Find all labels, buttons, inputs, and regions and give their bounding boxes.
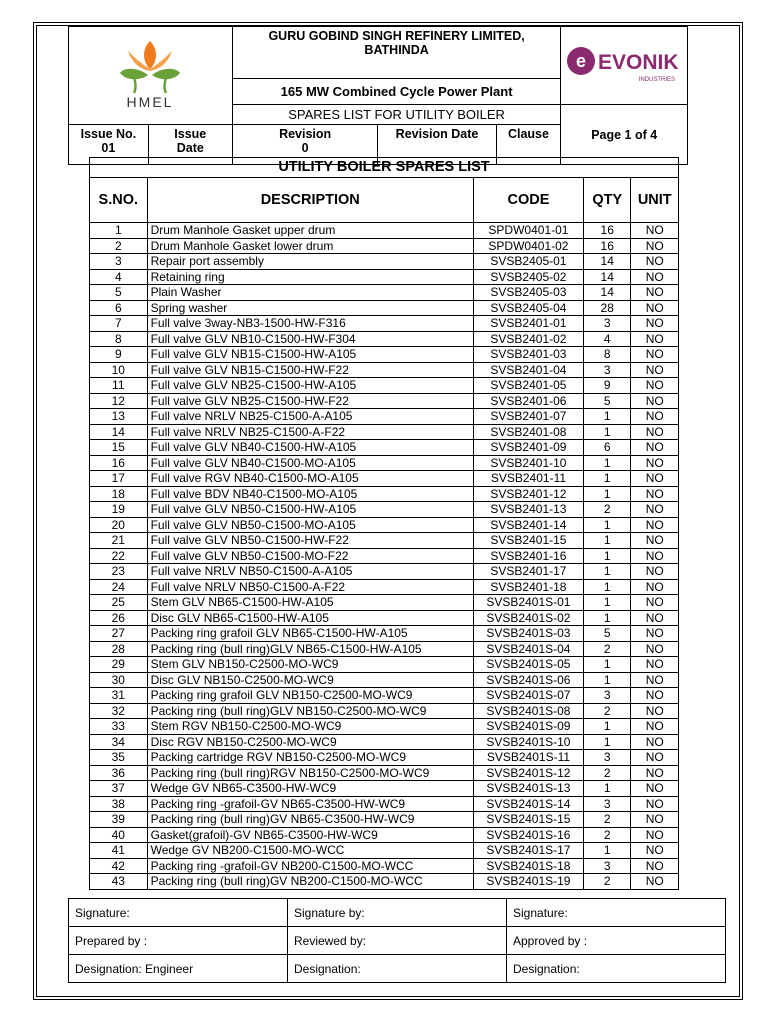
row-unit: NO: [631, 564, 679, 580]
row-unit: NO: [631, 610, 679, 626]
revision-label: Revision: [279, 127, 332, 141]
row-sno: 17: [90, 471, 148, 487]
table-row: [90, 533, 679, 549]
row-code: SVSB2401-05: [473, 378, 583, 394]
row-sno: 23: [90, 564, 148, 580]
table-row: [90, 595, 679, 611]
row-description: Packing ring (bull ring)GLV NB150-C2500-MO-WC9: [147, 703, 473, 719]
row-sno: 9: [90, 347, 148, 363]
row-unit: NO: [631, 843, 679, 859]
row-code: SVSB2401-08: [473, 424, 583, 440]
row-unit: NO: [631, 734, 679, 750]
table-row: [90, 455, 679, 471]
row-unit: NO: [631, 455, 679, 471]
row-sno: 29: [90, 657, 148, 673]
row-description: Repair port assembly: [147, 254, 473, 270]
row-code: SVSB2401S-09: [473, 719, 583, 735]
table-row: [90, 858, 679, 874]
row-qty: 14: [584, 269, 631, 285]
company-name: [232, 27, 561, 79]
spares-table: [89, 157, 679, 890]
row-code: SVSB2405-04: [473, 300, 583, 316]
row-sno: 22: [90, 548, 148, 564]
table-row: [90, 471, 679, 487]
row-sno: 35: [90, 750, 148, 766]
row-qty: 2: [584, 812, 631, 828]
row-code: SVSB2401S-16: [473, 827, 583, 843]
row-unit: NO: [631, 595, 679, 611]
evonik-logo-icon: [565, 33, 683, 93]
row-unit: NO: [631, 502, 679, 518]
row-code: SVSB2401S-15: [473, 812, 583, 828]
hmel-logo-icon: [100, 37, 200, 109]
row-unit: NO: [631, 378, 679, 394]
table-row: [90, 269, 679, 285]
row-sno: 34: [90, 734, 148, 750]
company-line-1: GURU GOBIND SINGH REFINERY LIMITED,: [268, 29, 525, 43]
row-unit: NO: [631, 765, 679, 781]
row-description: Gasket(grafoil)-GV NB65-C3500-HW-WC9: [147, 827, 473, 843]
table-row: [90, 331, 679, 347]
row-qty: 3: [584, 316, 631, 332]
row-sno: 27: [90, 626, 148, 642]
row-code: SVSB2401S-03: [473, 626, 583, 642]
table-row: [90, 781, 679, 797]
table-row: [90, 362, 679, 378]
table-row: [90, 796, 679, 812]
row-code: SVSB2401-01: [473, 316, 583, 332]
row-unit: NO: [631, 796, 679, 812]
table-row: [90, 409, 679, 425]
row-qty: 4: [584, 331, 631, 347]
row-qty: 1: [584, 564, 631, 580]
row-description: Packing ring grafoil GLV NB150-C2500-MO-WC9: [147, 688, 473, 704]
row-code: SVSB2401S-14: [473, 796, 583, 812]
row-unit: NO: [631, 223, 679, 239]
row-description: Wedge GV NB65-C3500-HW-WC9: [147, 781, 473, 797]
document-title: SPARES LIST FOR UTILITY BOILER: [232, 105, 561, 125]
row-qty: 5: [584, 393, 631, 409]
row-sno: 2: [90, 238, 148, 254]
table-row: [90, 502, 679, 518]
row-description: Full valve NRLV NB25-C1500-A-A105: [147, 409, 473, 425]
row-code: SVSB2401S-06: [473, 672, 583, 688]
row-sno: 28: [90, 641, 148, 657]
row-description: Full valve BDV NB40-C1500-MO-A105: [147, 486, 473, 502]
table-row: [90, 548, 679, 564]
table-row: [90, 300, 679, 316]
row-code: SVSB2401-06: [473, 393, 583, 409]
row-unit: NO: [631, 874, 679, 890]
row-description: Full valve GLV NB50-C1500-MO-A105: [147, 517, 473, 533]
row-qty: 3: [584, 688, 631, 704]
signature-table: [68, 898, 726, 983]
row-sno: 39: [90, 812, 148, 828]
row-sno: 19: [90, 502, 148, 518]
evonik-logo: [561, 27, 688, 105]
row-sno: 40: [90, 827, 148, 843]
row-sno: 8: [90, 331, 148, 347]
table-row: [90, 517, 679, 533]
row-description: Drum Manhole Gasket upper drum: [147, 223, 473, 239]
row-description: Packing ring -grafoil-GV NB65-C3500-HW-WC9: [147, 796, 473, 812]
row-code: SPDW0401-01: [473, 223, 583, 239]
row-sno: 13: [90, 409, 148, 425]
row-description: Packing ring (bull ring)GLV NB65-C1500-HW-A105: [147, 641, 473, 657]
row-qty: 16: [584, 223, 631, 239]
row-description: Disc RGV NB150-C2500-MO-WC9: [147, 734, 473, 750]
row-qty: 5: [584, 626, 631, 642]
table-row: [90, 843, 679, 859]
row-qty: 1: [584, 734, 631, 750]
row-code: SVSB2401-09: [473, 440, 583, 456]
table-row: [90, 750, 679, 766]
row-sno: 36: [90, 765, 148, 781]
table-row: [90, 424, 679, 440]
row-unit: NO: [631, 486, 679, 502]
row-unit: NO: [631, 347, 679, 363]
row-code: SVSB2401-18: [473, 579, 583, 595]
row-qty: 1: [584, 517, 631, 533]
revision-value: 0: [301, 141, 309, 155]
row-sno: 5: [90, 285, 148, 301]
row-code: SVSB2401S-18: [473, 858, 583, 874]
row-unit: NO: [631, 440, 679, 456]
row-sno: 1: [90, 223, 148, 239]
row-description: Plain Washer: [147, 285, 473, 301]
row-sno: 4: [90, 269, 148, 285]
col-header-sno: S.NO.: [90, 178, 148, 223]
row-qty: 1: [584, 657, 631, 673]
row-description: Full valve NRLV NB50-C1500-A-A105: [147, 564, 473, 580]
revision-date-label: Revision Date: [395, 127, 479, 141]
row-code: SVSB2401-16: [473, 548, 583, 564]
table-header-row: [90, 178, 679, 223]
row-unit: NO: [631, 517, 679, 533]
row-qty: 2: [584, 703, 631, 719]
col-header-unit: UNIT: [631, 178, 679, 223]
page-indicator: Page 1 of 4: [561, 105, 688, 165]
row-unit: NO: [631, 688, 679, 704]
document-header: [68, 26, 688, 165]
row-description: Packing ring grafoil GLV NB65-C1500-HW-A105: [147, 626, 473, 642]
row-qty: 6: [584, 440, 631, 456]
row-sno: 26: [90, 610, 148, 626]
row-unit: NO: [631, 719, 679, 735]
table-row: [90, 254, 679, 270]
table-row: [90, 672, 679, 688]
row-sno: 31: [90, 688, 148, 704]
svg-text:e: e: [576, 51, 587, 71]
row-qty: 1: [584, 672, 631, 688]
row-description: Packing ring -grafoil-GV NB200-C1500-MO-WCC: [147, 858, 473, 874]
row-unit: NO: [631, 812, 679, 828]
row-qty: 28: [584, 300, 631, 316]
row-code: SVSB2405-03: [473, 285, 583, 301]
row-code: SVSB2401-10: [473, 455, 583, 471]
row-sno: 10: [90, 362, 148, 378]
table-row: [90, 316, 679, 332]
row-code: SVSB2401-07: [473, 409, 583, 425]
row-description: Full valve GLV NB10-C1500-HW-F304: [147, 331, 473, 347]
row-description: Full valve GLV NB25-C1500-HW-A105: [147, 378, 473, 394]
row-description: Full valve GLV NB15-C1500-HW-F22: [147, 362, 473, 378]
row-description: Full valve GLV NB50-C1500-MO-F22: [147, 548, 473, 564]
row-unit: NO: [631, 750, 679, 766]
row-description: Full valve GLV NB15-C1500-HW-A105: [147, 347, 473, 363]
approved-by-label: Approved by :: [507, 927, 726, 955]
row-description: Full valve GLV NB25-C1500-HW-F22: [147, 393, 473, 409]
row-description: Full valve NRLV NB50-C1500-A-F22: [147, 579, 473, 595]
table-row: [90, 641, 679, 657]
row-description: Retaining ring: [147, 269, 473, 285]
row-unit: NO: [631, 331, 679, 347]
hmel-logo: [69, 27, 233, 125]
row-qty: 2: [584, 502, 631, 518]
signature-by-label: Signature by:: [288, 899, 507, 927]
row-unit: NO: [631, 626, 679, 642]
row-unit: NO: [631, 393, 679, 409]
row-qty: 2: [584, 874, 631, 890]
clause-label: Clause: [507, 127, 549, 141]
row-sno: 41: [90, 843, 148, 859]
designation-1: Designation: Engineer: [69, 955, 288, 983]
table-row: [90, 393, 679, 409]
row-description: Disc GLV NB65-C1500-HW-A105: [147, 610, 473, 626]
row-description: Full valve GLV NB40-C1500-MO-A105: [147, 455, 473, 471]
table-row: [90, 719, 679, 735]
row-code: SPDW0401-02: [473, 238, 583, 254]
row-code: SVSB2401-12: [473, 486, 583, 502]
row-description: Drum Manhole Gasket lower drum: [147, 238, 473, 254]
row-qty: 1: [584, 486, 631, 502]
row-sno: 6: [90, 300, 148, 316]
row-unit: NO: [631, 657, 679, 673]
row-code: SVSB2405-01: [473, 254, 583, 270]
row-unit: NO: [631, 362, 679, 378]
row-sno: 43: [90, 874, 148, 890]
row-unit: NO: [631, 238, 679, 254]
row-qty: 1: [584, 533, 631, 549]
row-code: SVSB2405-02: [473, 269, 583, 285]
row-code: SVSB2401S-05: [473, 657, 583, 673]
row-qty: 3: [584, 750, 631, 766]
svg-text:EVONIK: EVONIK: [598, 51, 679, 74]
row-description: Stem RGV NB150-C2500-MO-WC9: [147, 719, 473, 735]
signature-label-1: Signature:: [69, 899, 288, 927]
plant-name: 165 MW Combined Cycle Power Plant: [232, 79, 561, 105]
designation-2: Designation:: [288, 955, 507, 983]
row-code: SVSB2401-02: [473, 331, 583, 347]
row-sno: 42: [90, 858, 148, 874]
row-sno: 11: [90, 378, 148, 394]
row-description: Stem GLV NB150-C2500-MO-WC9: [147, 657, 473, 673]
row-qty: 3: [584, 362, 631, 378]
reviewed-by-label: Reviewed by:: [288, 927, 507, 955]
row-code: SVSB2401S-04: [473, 641, 583, 657]
designation-3: Designation:: [507, 955, 726, 983]
table-row: [90, 812, 679, 828]
table-row: [90, 486, 679, 502]
row-unit: NO: [631, 703, 679, 719]
table-row: [90, 765, 679, 781]
table-row: [90, 347, 679, 363]
table-row: [90, 874, 679, 890]
row-qty: 8: [584, 347, 631, 363]
row-code: SVSB2401S-10: [473, 734, 583, 750]
row-qty: 1: [584, 424, 631, 440]
row-description: Full valve RGV NB40-C1500-MO-A105: [147, 471, 473, 487]
table-row: [90, 223, 679, 239]
row-code: SVSB2401-11: [473, 471, 583, 487]
table-row: [90, 688, 679, 704]
svg-text:HMEL: HMEL: [126, 94, 174, 109]
row-code: SVSB2401-03: [473, 347, 583, 363]
row-unit: NO: [631, 269, 679, 285]
row-unit: NO: [631, 316, 679, 332]
row-code: SVSB2401S-17: [473, 843, 583, 859]
table-row: [90, 238, 679, 254]
table-row: [90, 610, 679, 626]
row-sno: 18: [90, 486, 148, 502]
col-header-qty: QTY: [584, 178, 631, 223]
row-description: Packing ring (bull ring)RGV NB150-C2500-MO-WC9: [147, 765, 473, 781]
row-sno: 15: [90, 440, 148, 456]
table-row: [90, 827, 679, 843]
row-qty: 1: [584, 471, 631, 487]
row-qty: 1: [584, 548, 631, 564]
row-code: SVSB2401S-19: [473, 874, 583, 890]
row-description: Packing cartridge RGV NB150-C2500-MO-WC9: [147, 750, 473, 766]
row-sno: 33: [90, 719, 148, 735]
row-description: Packing ring (bull ring)GV NB65-C3500-HW-WC9: [147, 812, 473, 828]
row-code: SVSB2401-14: [473, 517, 583, 533]
row-sno: 3: [90, 254, 148, 270]
row-unit: NO: [631, 579, 679, 595]
row-sno: 21: [90, 533, 148, 549]
row-sno: 12: [90, 393, 148, 409]
row-code: SVSB2401S-13: [473, 781, 583, 797]
table-row: [90, 703, 679, 719]
row-sno: 24: [90, 579, 148, 595]
row-qty: 1: [584, 843, 631, 859]
prepared-by-label: Prepared by :: [69, 927, 288, 955]
company-line-2: BATHINDA: [364, 43, 429, 57]
signature-label-2: Signature:: [507, 899, 726, 927]
table-title: UTILITY BOILER SPARES LIST: [90, 158, 679, 178]
row-description: Full valve GLV NB40-C1500-HW-A105: [147, 440, 473, 456]
issue-no-value: 01: [101, 141, 116, 155]
row-qty: 1: [584, 579, 631, 595]
row-sno: 7: [90, 316, 148, 332]
row-qty: 1: [584, 455, 631, 471]
row-qty: 2: [584, 827, 631, 843]
table-row: [90, 564, 679, 580]
svg-text:INDUSTRIES: INDUSTRIES: [638, 77, 676, 83]
row-sno: 37: [90, 781, 148, 797]
row-description: Stem GLV NB65-C1500-HW-A105: [147, 595, 473, 611]
row-sno: 14: [90, 424, 148, 440]
row-qty: 2: [584, 641, 631, 657]
row-qty: 1: [584, 719, 631, 735]
row-code: SVSB2401S-01: [473, 595, 583, 611]
table-row: [90, 378, 679, 394]
row-unit: NO: [631, 827, 679, 843]
row-unit: NO: [631, 781, 679, 797]
row-code: SVSB2401-04: [473, 362, 583, 378]
row-description: Full valve NRLV NB25-C1500-A-F22: [147, 424, 473, 440]
row-code: SVSB2401S-11: [473, 750, 583, 766]
row-qty: 16: [584, 238, 631, 254]
row-code: SVSB2401S-12: [473, 765, 583, 781]
col-header-code: CODE: [473, 178, 583, 223]
table-row: [90, 734, 679, 750]
table-row: [90, 657, 679, 673]
row-unit: NO: [631, 285, 679, 301]
row-sno: 32: [90, 703, 148, 719]
row-code: SVSB2401-13: [473, 502, 583, 518]
row-unit: NO: [631, 424, 679, 440]
row-unit: NO: [631, 254, 679, 270]
row-sno: 20: [90, 517, 148, 533]
row-qty: 3: [584, 796, 631, 812]
col-header-description: DESCRIPTION: [147, 178, 473, 223]
row-description: Full valve GLV NB50-C1500-HW-F22: [147, 533, 473, 549]
row-qty: 1: [584, 610, 631, 626]
row-unit: NO: [631, 548, 679, 564]
row-description: Full valve 3way-NB3-1500-HW-F316: [147, 316, 473, 332]
row-qty: 1: [584, 409, 631, 425]
table-row: [90, 440, 679, 456]
row-code: SVSB2401-15: [473, 533, 583, 549]
issue-no-label: Issue No.: [80, 127, 137, 141]
row-description: Spring washer: [147, 300, 473, 316]
row-sno: 16: [90, 455, 148, 471]
row-unit: NO: [631, 300, 679, 316]
row-unit: NO: [631, 672, 679, 688]
row-unit: NO: [631, 471, 679, 487]
row-description: Full valve GLV NB50-C1500-HW-A105: [147, 502, 473, 518]
row-qty: 3: [584, 858, 631, 874]
row-code: SVSB2401S-02: [473, 610, 583, 626]
issue-date-label-1: Issue: [174, 127, 207, 141]
row-qty: 14: [584, 285, 631, 301]
row-unit: NO: [631, 858, 679, 874]
row-qty: 1: [584, 595, 631, 611]
row-description: Disc GLV NB150-C2500-MO-WC9: [147, 672, 473, 688]
row-sno: 25: [90, 595, 148, 611]
row-qty: 2: [584, 765, 631, 781]
row-description: Wedge GV NB200-C1500-MO-WCC: [147, 843, 473, 859]
row-code: SVSB2401-17: [473, 564, 583, 580]
row-sno: 38: [90, 796, 148, 812]
row-unit: NO: [631, 533, 679, 549]
row-unit: NO: [631, 409, 679, 425]
table-row: [90, 626, 679, 642]
row-unit: NO: [631, 641, 679, 657]
row-sno: 30: [90, 672, 148, 688]
row-qty: 9: [584, 378, 631, 394]
issue-date-label-2: Date: [176, 141, 204, 155]
table-row: [90, 285, 679, 301]
row-qty: 1: [584, 781, 631, 797]
row-code: SVSB2401S-07: [473, 688, 583, 704]
table-row: [90, 579, 679, 595]
row-description: Packing ring (bull ring)GV NB200-C1500-MO-WCC: [147, 874, 473, 890]
row-code: SVSB2401S-08: [473, 703, 583, 719]
row-qty: 14: [584, 254, 631, 270]
